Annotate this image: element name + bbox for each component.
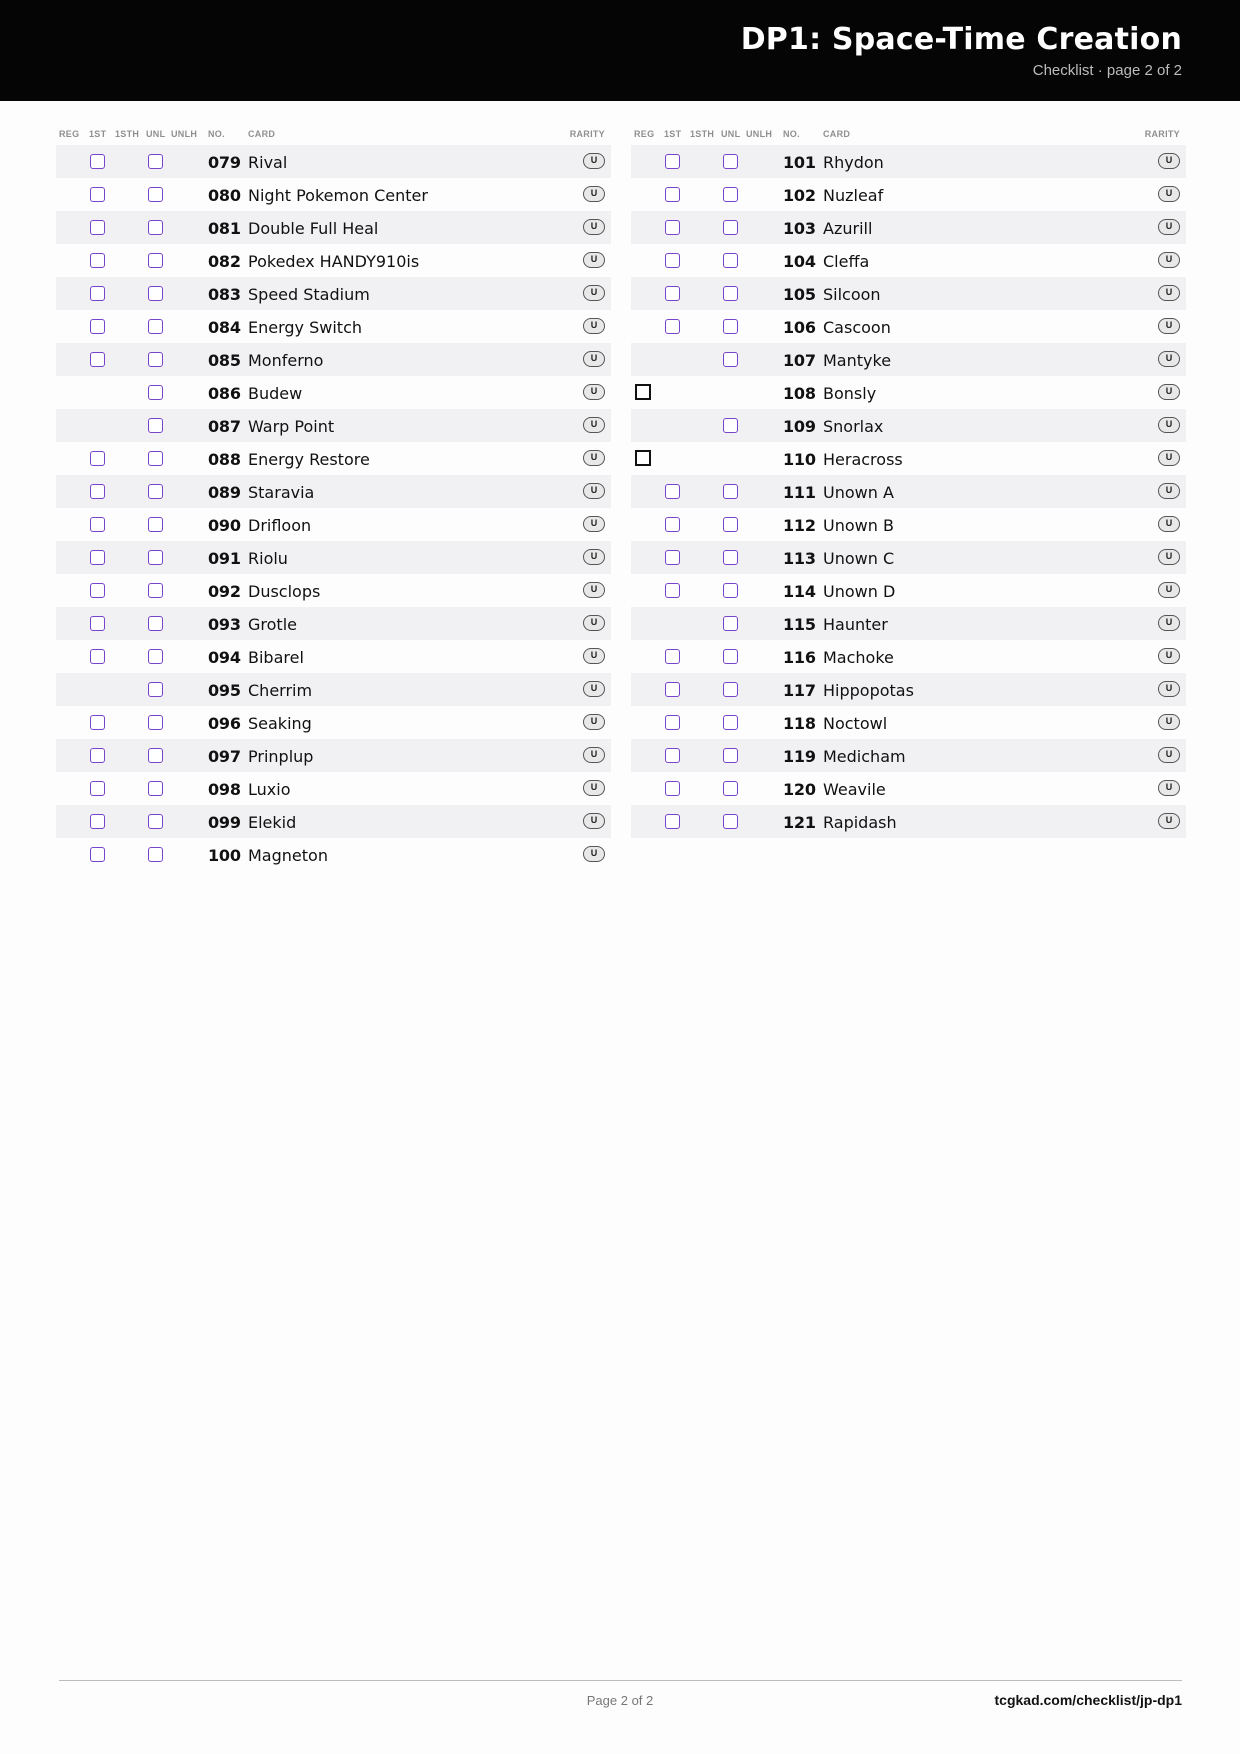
rarity-badge: U	[583, 450, 605, 466]
card-number: 118	[783, 714, 816, 733]
header-unl: UNL	[721, 129, 741, 139]
unlimited-checkbox[interactable]	[148, 451, 163, 466]
rarity-badge: U	[583, 483, 605, 499]
card-name: Noctowl	[823, 714, 888, 733]
rarity-badge: U	[1158, 384, 1180, 400]
card-name: Drifloon	[248, 516, 312, 535]
first-edition-checkbox[interactable]	[90, 154, 105, 169]
table-row	[56, 211, 611, 244]
card-number: 121	[783, 813, 816, 832]
unlimited-checkbox[interactable]	[148, 352, 163, 367]
card-number: 115	[783, 615, 816, 634]
unlimited-checkbox[interactable]	[148, 682, 163, 697]
rarity-badge: U	[1158, 450, 1180, 466]
first-edition-checkbox[interactable]	[90, 286, 105, 301]
checklist-column-right	[631, 124, 1186, 838]
card-name: Energy Switch	[248, 318, 362, 337]
table-row	[631, 442, 1186, 475]
unlimited-checkbox[interactable]	[148, 649, 163, 664]
card-number: 106	[783, 318, 816, 337]
rarity-badge: U	[583, 681, 605, 697]
card-name: Hippopotas	[823, 681, 914, 700]
table-row	[56, 607, 611, 640]
first-edition-checkbox[interactable]	[665, 550, 680, 565]
card-number: 101	[783, 153, 816, 172]
card-name: Budew	[248, 384, 303, 403]
card-name: Speed Stadium	[248, 285, 370, 304]
first-edition-checkbox[interactable]	[90, 748, 105, 763]
card-number: 120	[783, 780, 816, 799]
card-number: 084	[208, 318, 241, 337]
header-1st: 1ST	[89, 129, 107, 139]
rarity-badge: U	[583, 417, 605, 433]
card-number: 103	[783, 219, 816, 238]
page-header	[0, 0, 1240, 101]
unlimited-checkbox[interactable]	[148, 418, 163, 433]
first-edition-checkbox[interactable]	[665, 253, 680, 268]
card-name: Prinplup	[248, 747, 314, 766]
first-edition-checkbox[interactable]	[665, 517, 680, 532]
rarity-badge: U	[583, 846, 605, 862]
rarity-badge: U	[1158, 780, 1180, 796]
unlimited-checkbox[interactable]	[148, 583, 163, 598]
unlimited-checkbox[interactable]	[723, 583, 738, 598]
card-number: 080	[208, 186, 241, 205]
card-number: 113	[783, 549, 816, 568]
card-name: Rapidash	[823, 813, 897, 832]
card-number: 088	[208, 450, 241, 469]
card-name: Dusclops	[248, 582, 321, 601]
rarity-badge: U	[1158, 648, 1180, 664]
card-number: 111	[783, 483, 816, 502]
card-number: 102	[783, 186, 816, 205]
card-name: Elekid	[248, 813, 297, 832]
card-name: Cascoon	[823, 318, 891, 337]
card-number: 097	[208, 747, 241, 766]
card-number: 098	[208, 780, 241, 799]
unlimited-checkbox[interactable]	[148, 715, 163, 730]
first-edition-checkbox[interactable]	[665, 781, 680, 796]
header-reg: REG	[59, 129, 80, 139]
rarity-badge: U	[583, 384, 605, 400]
card-rows	[56, 145, 611, 871]
card-number: 112	[783, 516, 816, 535]
unlimited-checkbox[interactable]	[148, 385, 163, 400]
first-edition-checkbox[interactable]	[90, 451, 105, 466]
table-row	[56, 310, 611, 343]
card-name: Silcoon	[823, 285, 881, 304]
rarity-badge: U	[1158, 747, 1180, 763]
first-edition-checkbox[interactable]	[665, 286, 680, 301]
first-edition-checkbox[interactable]	[665, 583, 680, 598]
rarity-badge: U	[1158, 483, 1180, 499]
table-row	[56, 277, 611, 310]
rarity-badge: U	[583, 714, 605, 730]
card-number: 093	[208, 615, 241, 634]
rarity-badge: U	[583, 747, 605, 763]
rarity-badge: U	[1158, 219, 1180, 235]
table-row	[56, 805, 611, 838]
unlimited-checkbox[interactable]	[148, 814, 163, 829]
rarity-badge: U	[583, 285, 605, 301]
table-row	[56, 541, 611, 574]
table-row	[631, 739, 1186, 772]
unlimited-checkbox[interactable]	[723, 517, 738, 532]
first-edition-checkbox[interactable]	[90, 220, 105, 235]
rarity-badge: U	[583, 549, 605, 565]
table-row	[56, 739, 611, 772]
header-1st: 1ST	[664, 129, 682, 139]
unlimited-checkbox[interactable]	[148, 781, 163, 796]
card-name: Weavile	[823, 780, 886, 799]
rarity-badge: U	[1158, 252, 1180, 268]
unlimited-checkbox[interactable]	[723, 154, 738, 169]
card-number: 119	[783, 747, 816, 766]
rarity-badge: U	[583, 318, 605, 334]
unlimited-checkbox[interactable]	[723, 781, 738, 796]
card-name: Rhydon	[823, 153, 884, 172]
card-number: 100	[208, 846, 241, 865]
rarity-badge: U	[1158, 153, 1180, 169]
rarity-badge: U	[1158, 186, 1180, 202]
first-edition-checkbox[interactable]	[90, 187, 105, 202]
card-name: Unown B	[823, 516, 894, 535]
card-name: Double Full Heal	[248, 219, 379, 238]
first-edition-checkbox[interactable]	[90, 715, 105, 730]
unlimited-checkbox[interactable]	[148, 187, 163, 202]
unlimited-checkbox[interactable]	[148, 847, 163, 862]
unlimited-checkbox[interactable]	[723, 715, 738, 730]
card-name: Staravia	[248, 483, 315, 502]
card-number: 104	[783, 252, 816, 271]
table-row	[56, 178, 611, 211]
table-row	[631, 772, 1186, 805]
first-edition-checkbox[interactable]	[665, 154, 680, 169]
table-row	[631, 475, 1186, 508]
column-headers	[56, 124, 611, 145]
table-row	[631, 376, 1186, 409]
card-number: 083	[208, 285, 241, 304]
card-name: Unown D	[823, 582, 896, 601]
table-row	[56, 772, 611, 805]
table-row	[56, 343, 611, 376]
header-rarity: RARITY	[569, 129, 605, 139]
card-number: 090	[208, 516, 241, 535]
unlimited-checkbox[interactable]	[723, 649, 738, 664]
card-name: Energy Restore	[248, 450, 370, 469]
rarity-badge: U	[1158, 318, 1180, 334]
table-row	[631, 310, 1186, 343]
card-name: Magneton	[248, 846, 328, 865]
unlimited-checkbox[interactable]	[723, 484, 738, 499]
table-row	[631, 508, 1186, 541]
card-name: Unown A	[823, 483, 894, 502]
header-no: NO.	[208, 129, 225, 139]
table-row	[56, 838, 611, 871]
rarity-badge: U	[583, 351, 605, 367]
unlimited-checkbox[interactable]	[148, 550, 163, 565]
rarity-badge: U	[1158, 516, 1180, 532]
unlimited-checkbox[interactable]	[723, 352, 738, 367]
first-edition-checkbox[interactable]	[90, 484, 105, 499]
card-number: 095	[208, 681, 241, 700]
header-1sth: 1STH	[690, 129, 715, 139]
unlimited-checkbox[interactable]	[148, 484, 163, 499]
unlimited-checkbox[interactable]	[148, 286, 163, 301]
footer-url: tcgkad.com/checklist/jp-dp1	[994, 1692, 1182, 1708]
first-edition-checkbox[interactable]	[665, 814, 680, 829]
card-number: 086	[208, 384, 241, 403]
rarity-badge: U	[1158, 615, 1180, 631]
table-row	[631, 607, 1186, 640]
footer-page-number: Page 2 of 2	[586, 1693, 654, 1708]
table-row	[56, 673, 611, 706]
unlimited-checkbox[interactable]	[723, 187, 738, 202]
header-card: CARD	[823, 129, 851, 139]
unlimited-checkbox[interactable]	[723, 550, 738, 565]
unlimited-checkbox[interactable]	[148, 154, 163, 169]
table-row	[56, 574, 611, 607]
rarity-badge: U	[583, 582, 605, 598]
card-name: Unown C	[823, 549, 895, 568]
header-reg: REG	[634, 129, 655, 139]
card-name: Night Pokemon Center	[248, 186, 428, 205]
card-number: 082	[208, 252, 241, 271]
rarity-badge: U	[1158, 681, 1180, 697]
page-title: DP1: Space-Time Creation	[740, 22, 1182, 57]
unlimited-checkbox[interactable]	[723, 253, 738, 268]
card-number: 107	[783, 351, 816, 370]
reg-checkbox[interactable]	[635, 384, 651, 400]
card-number: 092	[208, 582, 241, 601]
footer-divider	[59, 1680, 1182, 1681]
card-name: Grotle	[248, 615, 297, 634]
rarity-badge: U	[1158, 813, 1180, 829]
table-row	[631, 343, 1186, 376]
card-number: 096	[208, 714, 241, 733]
rarity-badge: U	[583, 219, 605, 235]
card-number: 117	[783, 681, 816, 700]
table-row	[56, 640, 611, 673]
rarity-badge: U	[1158, 351, 1180, 367]
unlimited-checkbox[interactable]	[723, 616, 738, 631]
card-number: 116	[783, 648, 816, 667]
card-name: Luxio	[248, 780, 291, 799]
checklist-column-left	[56, 124, 611, 871]
rarity-badge: U	[1158, 549, 1180, 565]
table-row	[631, 640, 1186, 673]
table-row	[56, 706, 611, 739]
unlimited-checkbox[interactable]	[148, 220, 163, 235]
unlimited-checkbox[interactable]	[148, 748, 163, 763]
unlimited-checkbox[interactable]	[723, 319, 738, 334]
unlimited-checkbox[interactable]	[148, 319, 163, 334]
unlimited-checkbox[interactable]	[723, 220, 738, 235]
card-name: Haunter	[823, 615, 888, 634]
card-name: Cherrim	[248, 681, 313, 700]
card-name: Seaking	[248, 714, 312, 733]
page-subtitle: Checklist · page 2 of 2	[1032, 62, 1182, 79]
rarity-badge: U	[583, 648, 605, 664]
table-row	[631, 541, 1186, 574]
card-name: Machoke	[823, 648, 894, 667]
rarity-badge: U	[583, 813, 605, 829]
table-row	[56, 145, 611, 178]
header-1sth: 1STH	[115, 129, 140, 139]
rarity-badge: U	[583, 615, 605, 631]
card-number: 105	[783, 285, 816, 304]
table-row	[56, 508, 611, 541]
unlimited-checkbox[interactable]	[723, 748, 738, 763]
table-row	[631, 277, 1186, 310]
column-headers	[631, 124, 1186, 145]
header-unlh: UNLH	[171, 129, 198, 139]
table-row	[631, 244, 1186, 277]
card-name: Nuzleaf	[823, 186, 884, 205]
first-edition-checkbox[interactable]	[90, 583, 105, 598]
card-number: 079	[208, 153, 241, 172]
table-row	[631, 409, 1186, 442]
unlimited-checkbox[interactable]	[723, 418, 738, 433]
rarity-badge: U	[583, 186, 605, 202]
unlimited-checkbox[interactable]	[723, 682, 738, 697]
card-number: 087	[208, 417, 241, 436]
first-edition-checkbox[interactable]	[665, 715, 680, 730]
unlimited-checkbox[interactable]	[148, 253, 163, 268]
unlimited-checkbox[interactable]	[723, 286, 738, 301]
first-edition-checkbox[interactable]	[90, 253, 105, 268]
card-number: 114	[783, 582, 816, 601]
card-name: Cleffa	[823, 252, 870, 271]
card-name: Heracross	[823, 450, 903, 469]
rarity-badge: U	[1158, 582, 1180, 598]
card-name: Rival	[248, 153, 288, 172]
card-number: 109	[783, 417, 816, 436]
first-edition-checkbox[interactable]	[90, 616, 105, 631]
table-row	[631, 706, 1186, 739]
table-row	[56, 244, 611, 277]
first-edition-checkbox[interactable]	[90, 517, 105, 532]
card-number: 099	[208, 813, 241, 832]
card-name: Mantyke	[823, 351, 892, 370]
rarity-badge: U	[583, 153, 605, 169]
card-number: 108	[783, 384, 816, 403]
first-edition-checkbox[interactable]	[90, 550, 105, 565]
card-name: Snorlax	[823, 417, 884, 436]
table-row	[631, 805, 1186, 838]
card-name: Warp Point	[248, 417, 335, 436]
first-edition-checkbox[interactable]	[665, 187, 680, 202]
card-name: Pokedex HANDY910is	[248, 252, 420, 271]
card-name: Azurill	[823, 219, 873, 238]
card-number: 110	[783, 450, 816, 469]
card-rows	[631, 145, 1186, 838]
header-unl: UNL	[146, 129, 166, 139]
first-edition-checkbox[interactable]	[90, 847, 105, 862]
table-row	[631, 673, 1186, 706]
card-number: 085	[208, 351, 241, 370]
first-edition-checkbox[interactable]	[665, 649, 680, 664]
table-row	[631, 178, 1186, 211]
unlimited-checkbox[interactable]	[723, 814, 738, 829]
first-edition-checkbox[interactable]	[90, 319, 105, 334]
rarity-badge: U	[1158, 285, 1180, 301]
rarity-badge: U	[1158, 417, 1180, 433]
header-unlh: UNLH	[746, 129, 773, 139]
card-name: Medicham	[823, 747, 906, 766]
first-edition-checkbox[interactable]	[665, 319, 680, 334]
rarity-badge: U	[583, 780, 605, 796]
rarity-badge: U	[1158, 714, 1180, 730]
first-edition-checkbox[interactable]	[90, 649, 105, 664]
header-rarity: RARITY	[1144, 129, 1180, 139]
table-row	[631, 211, 1186, 244]
first-edition-checkbox[interactable]	[665, 220, 680, 235]
unlimited-checkbox[interactable]	[148, 616, 163, 631]
first-edition-checkbox[interactable]	[90, 781, 105, 796]
table-row	[56, 475, 611, 508]
card-number: 089	[208, 483, 241, 502]
card-number: 091	[208, 549, 241, 568]
first-edition-checkbox[interactable]	[665, 484, 680, 499]
first-edition-checkbox[interactable]	[90, 352, 105, 367]
rarity-badge: U	[583, 252, 605, 268]
header-card: CARD	[248, 129, 276, 139]
rarity-badge: U	[583, 516, 605, 532]
card-name: Riolu	[248, 549, 288, 568]
card-number: 094	[208, 648, 241, 667]
table-row	[56, 376, 611, 409]
table-row	[631, 574, 1186, 607]
first-edition-checkbox[interactable]	[90, 814, 105, 829]
first-edition-checkbox[interactable]	[665, 748, 680, 763]
card-name: Bibarel	[248, 648, 304, 667]
reg-checkbox[interactable]	[635, 450, 651, 466]
card-name: Monferno	[248, 351, 324, 370]
table-row	[56, 442, 611, 475]
table-row	[56, 409, 611, 442]
table-row	[631, 145, 1186, 178]
header-no: NO.	[783, 129, 800, 139]
card-number: 081	[208, 219, 241, 238]
card-name: Bonsly	[823, 384, 877, 403]
first-edition-checkbox[interactable]	[665, 682, 680, 697]
unlimited-checkbox[interactable]	[148, 517, 163, 532]
